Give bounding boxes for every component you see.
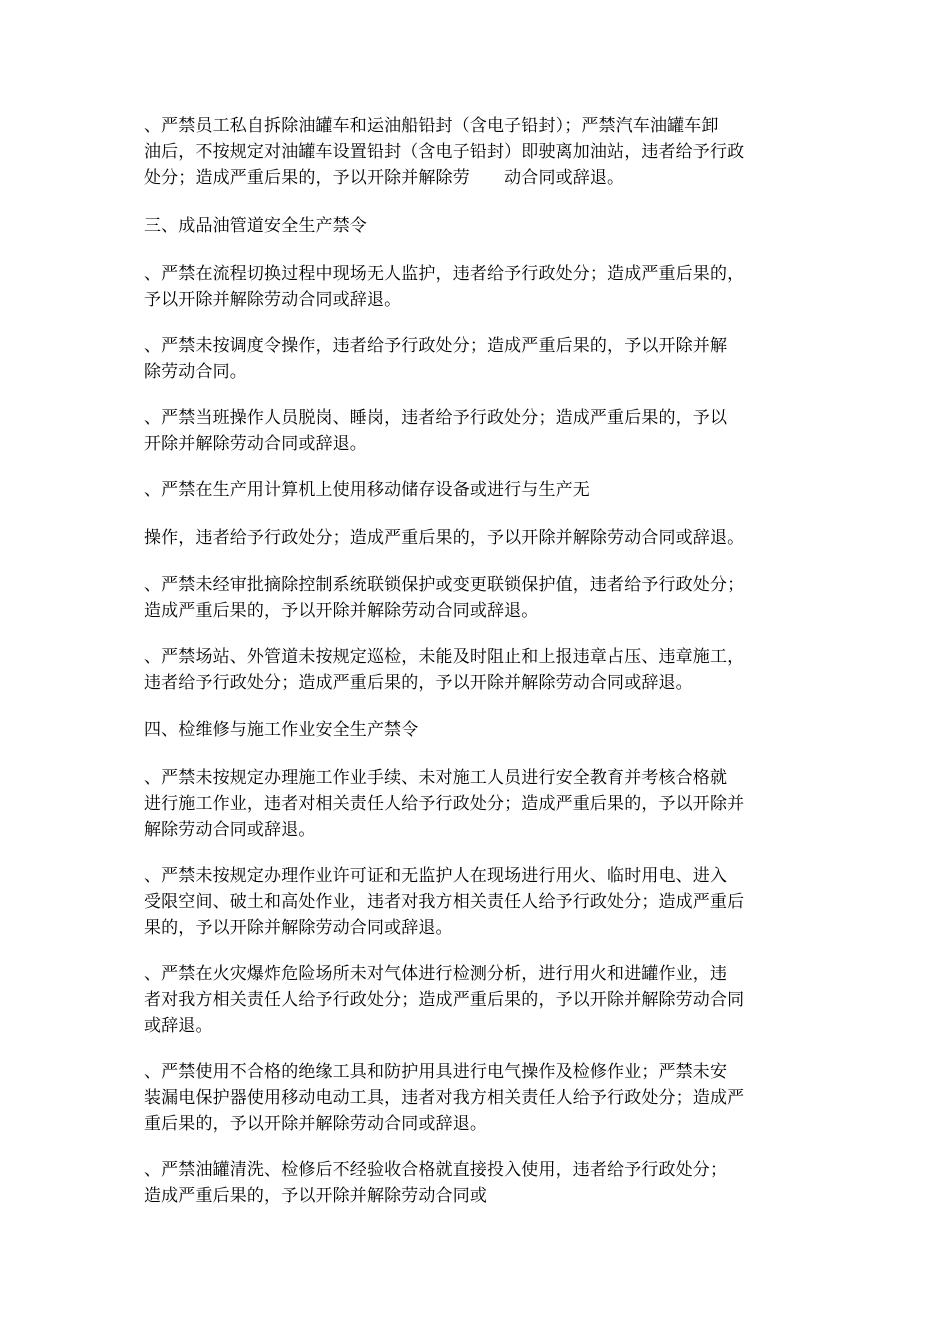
text-line: 或辞退。 [144,1016,213,1036]
text-line: 、严禁在流程切换过程中现场无人监护，违者给予行政处分；造成严重后果的， [144,264,745,284]
text-line: 进行施工作业，违者对相关责任人给予行政处分；造成严重后果的，予以开除并 [144,794,745,814]
text-line: 果的，予以开除并解除劳动合同或辞退。 [144,918,453,938]
text-line: 予以开除并解除劳动合同或辞退。 [144,290,402,310]
text-line: 、严禁未按规定办理作业许可证和无监护人在现场进行用火、临时用电、进入 [144,866,728,886]
text-line: 造成严重后果的，予以开除并解除劳动合同或辞退。 [144,601,539,621]
text-line: 解除劳动合同或辞退。 [144,820,316,840]
text-line: 装漏电保护器使用移动电动工具，违者对我方相关责任人给予行政处分；造成严 [144,1088,745,1108]
text-line: 造成严重后果的，予以开除并解除劳动合同或 [144,1186,487,1206]
text-line: 、严禁未按调度令操作，违者给予行政处分；造成严重后果的，予以开除并解 [144,336,728,356]
text-line: 、严禁在火灾爆炸危险场所未对气体进行检测分析，进行用火和进罐作业，违 [144,964,728,984]
text-line: 除劳动合同。 [144,362,247,382]
section-heading: 四、检维修与施工作业安全生产禁令 [144,720,419,740]
text-line: 者对我方相关责任人给予行政处分；造成严重后果的，予以开除并解除劳动合同 [144,990,745,1010]
text-line: 油后，不按规定对油罐车设置铅封（含电子铅封）即驶离加油站，违者给予行政 [144,142,745,162]
text-line: 、严禁当班操作人员脱岗、睡岗，违者给予行政处分；造成严重后果的，予以 [144,408,728,428]
text-line: 开除并解除劳动合同或辞退。 [144,434,367,454]
text-line: 、严禁员工私自拆除油罐车和运油船铅封（含电子铅封）；严禁汽车油罐车卸 [144,116,719,136]
text-line: 操作，违者给予行政处分；造成严重后果的，予以开除并解除劳动合同或辞退。 [144,528,745,548]
text-line: 、严禁未按规定办理施工作业手续、未对施工人员进行安全教育并考核合格就 [144,768,728,788]
text-line: 、严禁场站、外管道未按规定巡检，未能及时阻止和上报违章占压、违章施工， [144,647,745,667]
text-line: 处分；造成严重后果的，予以开除并解除劳 动合同或辞退。 [144,168,625,188]
text-line: 、严禁未经审批摘除控制系统联锁保护或变更联锁保护值，违者给予行政处分； [144,575,745,595]
text-line: 违者给予行政处分；造成严重后果的，予以开除并解除劳动合同或辞退。 [144,673,693,693]
text-line: 、严禁油罐清洗、检修后不经验收合格就直接投入使用，违者给予行政处分； [144,1160,728,1180]
text-line: 受限空间、破土和高处作业，违者对我方相关责任人给予行政处分；造成严重后 [144,892,745,912]
text-line: 、严禁在生产用计算机上使用移动储存设备或进行与生产无 [144,480,590,500]
text-line: 、严禁使用不合格的绝缘工具和防护用具进行电气操作及检修作业；严禁未安 [144,1062,728,1082]
text-line: 重后果的，予以开除并解除劳动合同或辞退。 [144,1114,487,1134]
section-heading: 三、成品油管道安全生产禁令 [144,216,367,236]
